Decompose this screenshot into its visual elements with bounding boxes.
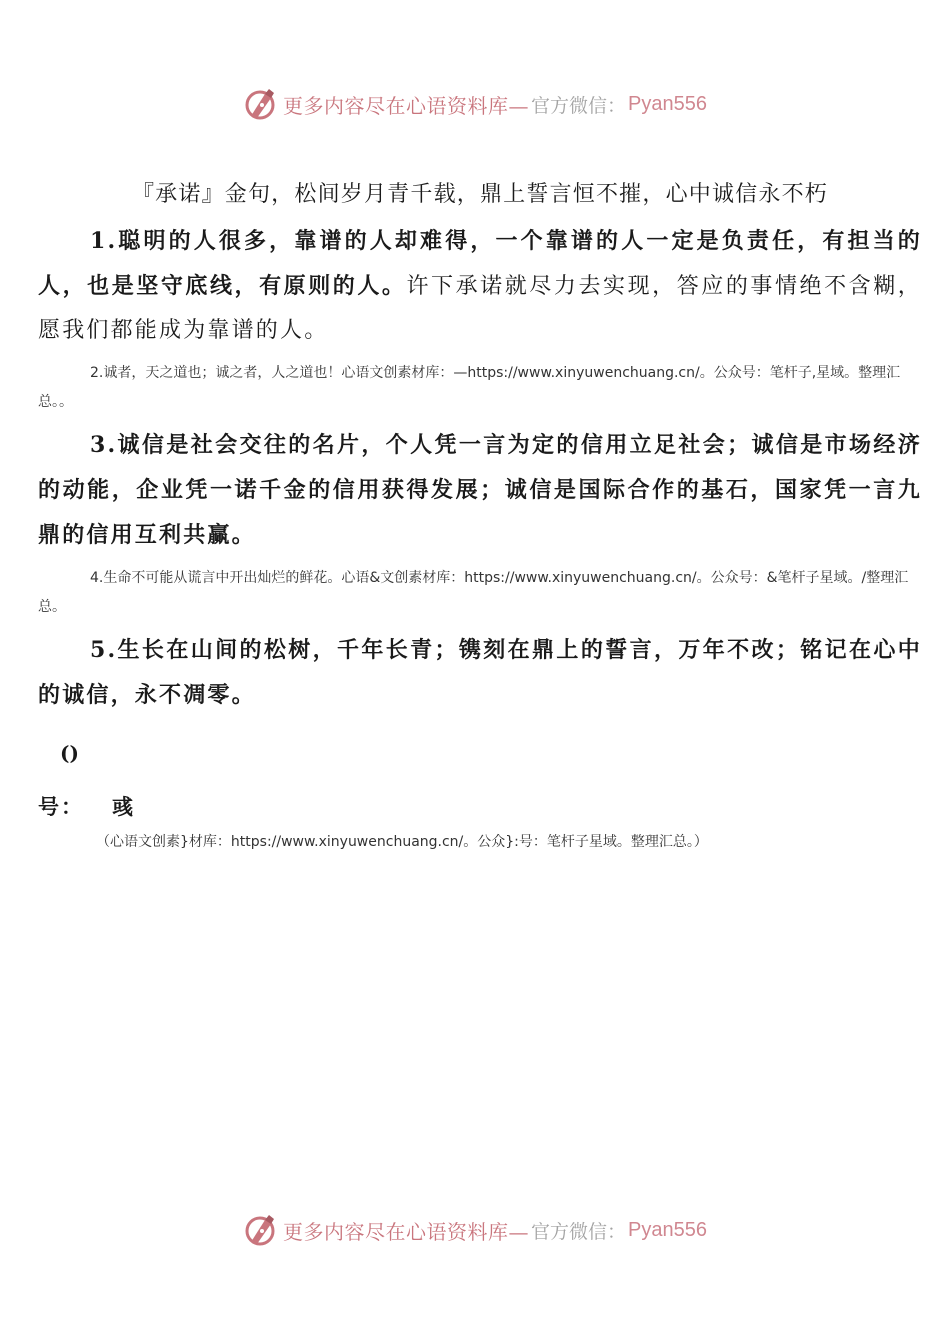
hao-line (38, 790, 922, 824)
document-body (38, 175, 922, 856)
paragraph-3-text: 3.诚信是社会交往的名片，个人凭一言为定的信用立足社会；诚信是市场经济的动能，企业凭一诺千金的信用获得发展；诚信是国际合作的基石，国家凭一言九鼎的信用互利共赢。 (38, 432, 922, 548)
paragraph-5 (38, 628, 922, 718)
footer-banner-wechat-label: 官方微信： (531, 1220, 627, 1243)
footer-banner-wechat-id: Pyan556 (628, 1218, 707, 1241)
hao-label: 号： (38, 794, 84, 819)
footer-banner-text: 更多内容尽在心语资料库— (283, 1219, 529, 1244)
paragraph-2: 2.诚者，天之道也；诚之者，人之道也！心语文创素材库：—https://www.xinyuwenchuang.cn/。公众号：笔杆子,星域。整理汇总。。 (38, 365, 901, 410)
paragraph-1 (38, 219, 922, 353)
pen-nib-logo-icon (243, 86, 279, 122)
paragraph-5-text: 5.生长在山间的松树，千年长青；镌刻在鼎上的誓言，万年不改；铭记在心中的诚信，永不凋零。 (38, 637, 922, 708)
source-note: （心语文创素}材库：https://www.xinyuwenchuang.cn/。公众}:号：笔杆子星域。整理汇总。） (96, 834, 708, 850)
banner-wechat-label: 官方微信： (531, 94, 627, 117)
paragraph-3 (38, 423, 922, 558)
banner-text: 更多内容尽在心语资料库— (283, 93, 529, 118)
footer-banner (0, 1208, 950, 1252)
paragraph-1-bold: 1.聪明的人很多，靠谱的人却难得，一个靠谱的人一定是负责任，有担当的人，也是坚守底线，有原则的人。 (38, 228, 922, 299)
paragraph-1-normal: 许下承诺就尽力去实现，答应的事情绝不含糊，愿我们都能成为靠谱的人。 (38, 274, 922, 343)
pen-nib-logo-icon (243, 1212, 279, 1248)
hao-value: 彧 (112, 794, 135, 819)
paragraph-4: 4.生命不可能从谎言中开出灿烂的鲜花。心语&文创素材库：https://www.xinyuwenchuang.cn/。公众号：&笔杆子星域。/整理汇总。 (38, 570, 909, 615)
document-title: 『承诺』金句，松间岁月青千载，鼎上誓言恒不摧，心中诚信永不朽 (131, 182, 828, 207)
empty-parentheses: () (60, 741, 79, 765)
header-banner (0, 82, 950, 126)
banner-wechat-id: Pyan556 (628, 92, 707, 115)
